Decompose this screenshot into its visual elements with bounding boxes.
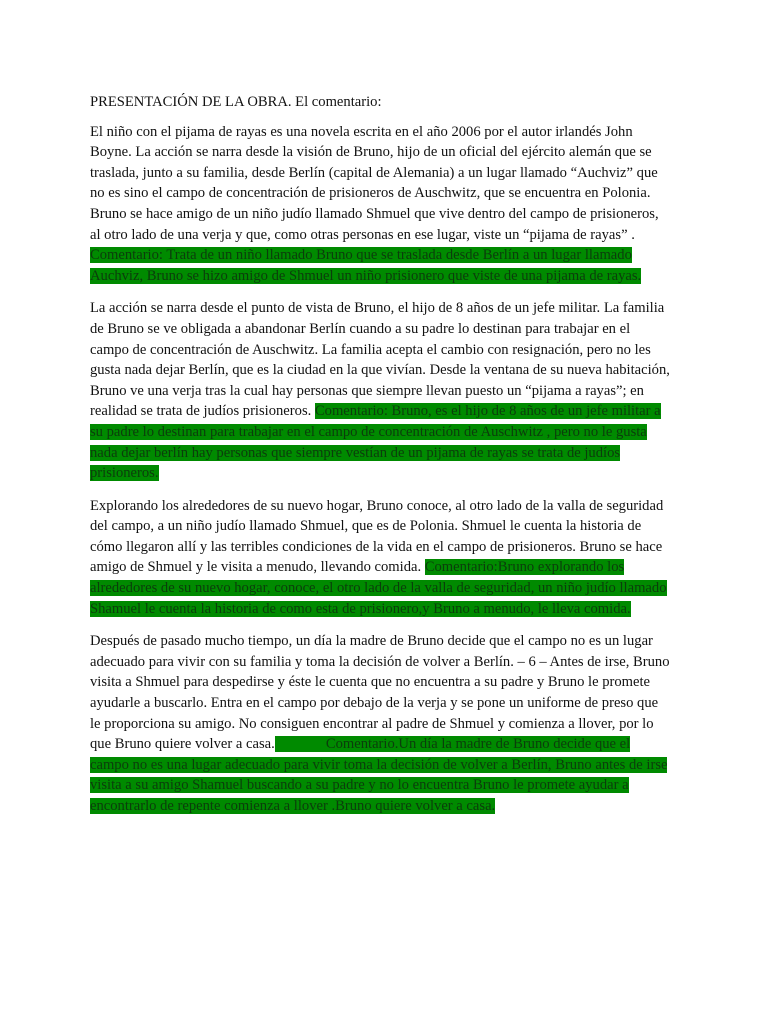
paragraph-1 bbox=[90, 122, 670, 287]
document-page bbox=[90, 92, 670, 829]
comment-highlight: Comentario: Bruno, es el hijo de 8 años de un jefe militar a su padre lo destinan para trabajar en el campo de concentración de Auschwitz , pero no le gusta nada dejar berlín hay personas que siempre vestían de un pijama de rayas se trata de judíos prisioneros. bbox=[90, 403, 661, 482]
paragraph-body: Explorando los alrededores de su nuevo hogar, Bruno conoce, al otro lado de la valla de seguridad del campo, a un niño judío llamado Shmuel, que es de Polonia. Shmuel le cuenta la historia de cómo llegaron allí y las terribles condiciones de la vida en el campo de prisioneros. Bruno se hace amigo de Shmuel y le visita a menudo, llevando comida. bbox=[90, 497, 664, 576]
paragraph-2 bbox=[90, 298, 670, 483]
paragraph-4 bbox=[90, 631, 670, 816]
comment-highlight: Comentario:Bruno explorando los alrededores de su nuevo hogar, conoce, el otro lado de la valla de seguridad, un niño judío llamado Shamuel le cuenta la historia de como esta de prisionero,y Bruno a menudo, le lleva comida. bbox=[90, 559, 667, 617]
highlight-gap bbox=[275, 736, 326, 752]
comment-highlight: Comentario: Trata de un niño llamado Bruno que se traslada desde Berlín a un lugar llamado Auchviz, Bruno se hizo amigo de Shmuel un niño prisionero que viste de una pijama de rayas. bbox=[90, 247, 642, 284]
paragraph-body: La acción se narra desde el punto de vista de Bruno, el hijo de 8 años de un jefe militar. La familia de Bruno se ve obligada a abandonar Berlín cuando a su padre lo destinan para trabajar en el campo de concentración de Auschwitz. La familia acepta el cambio con resignación, pero no les gusta nada dejar Berlín, que es la ciudad en la que vivían. Desde la ventana de su nueva habitación, Bruno ve una verja tras la cual hay personas que siempre llevan puesto un “pijama a rayas”; en realidad se trata de judíos prisioneros. bbox=[90, 300, 670, 420]
paragraph-3 bbox=[90, 496, 670, 620]
paragraph-body: Después de pasado mucho tiempo, un día la madre de Bruno decide que el campo no es un lugar adecuado para vivir con su familia y toma la decisión de volver a Berlín. – 6 – Antes de irse, Bruno visita a Shmuel para despedirse y éste le cuenta que no encuentra a su padre y Bruno le promete ayudarle a buscarlo. Entra en el campo por debajo de la verja y se pone un uniforme de preso que le proporciona su amigo. No consiguen encontrar al padre de Shmuel y comienza a llover, por lo que Bruno quiere volver a casa. bbox=[90, 633, 670, 753]
paragraph-body: El niño con el pijama de rayas es una novela escrita en el año 2006 por el autor irlandés John Boyne. La acción se narra desde la visión de Bruno, hijo de un oficial del ejército alemán que se traslada, junto a su familia, desde Berlín (capital de Alemania) a un lugar llamado “Auchviz” que no es sino el campo de concentración de prisioneros de Auschwitz, que se encuentra en Polonia. Bruno se hace amigo de un niño judío llamado Shmuel que vive dentro del campo de prisioneros, al otro lado de una verja y que, como otras personas en ese lugar, viste un “pijama de rayas” . bbox=[90, 123, 659, 243]
document-heading: PRESENTACIÓN DE LA OBRA. El comentario: bbox=[90, 94, 382, 110]
comment-highlight: Comentario.Un día la madre de Bruno decide que el campo no es una lugar adecuado para vivir toma la decisión de volver a Berlín, Bruno antes de irse visita a su amigo Shamuel buscando a su padre y no lo encuentra Bruno le promete ayudar a encontrarlo de repente comienza a llover .Bruno quiere volver a casa. bbox=[90, 736, 668, 814]
